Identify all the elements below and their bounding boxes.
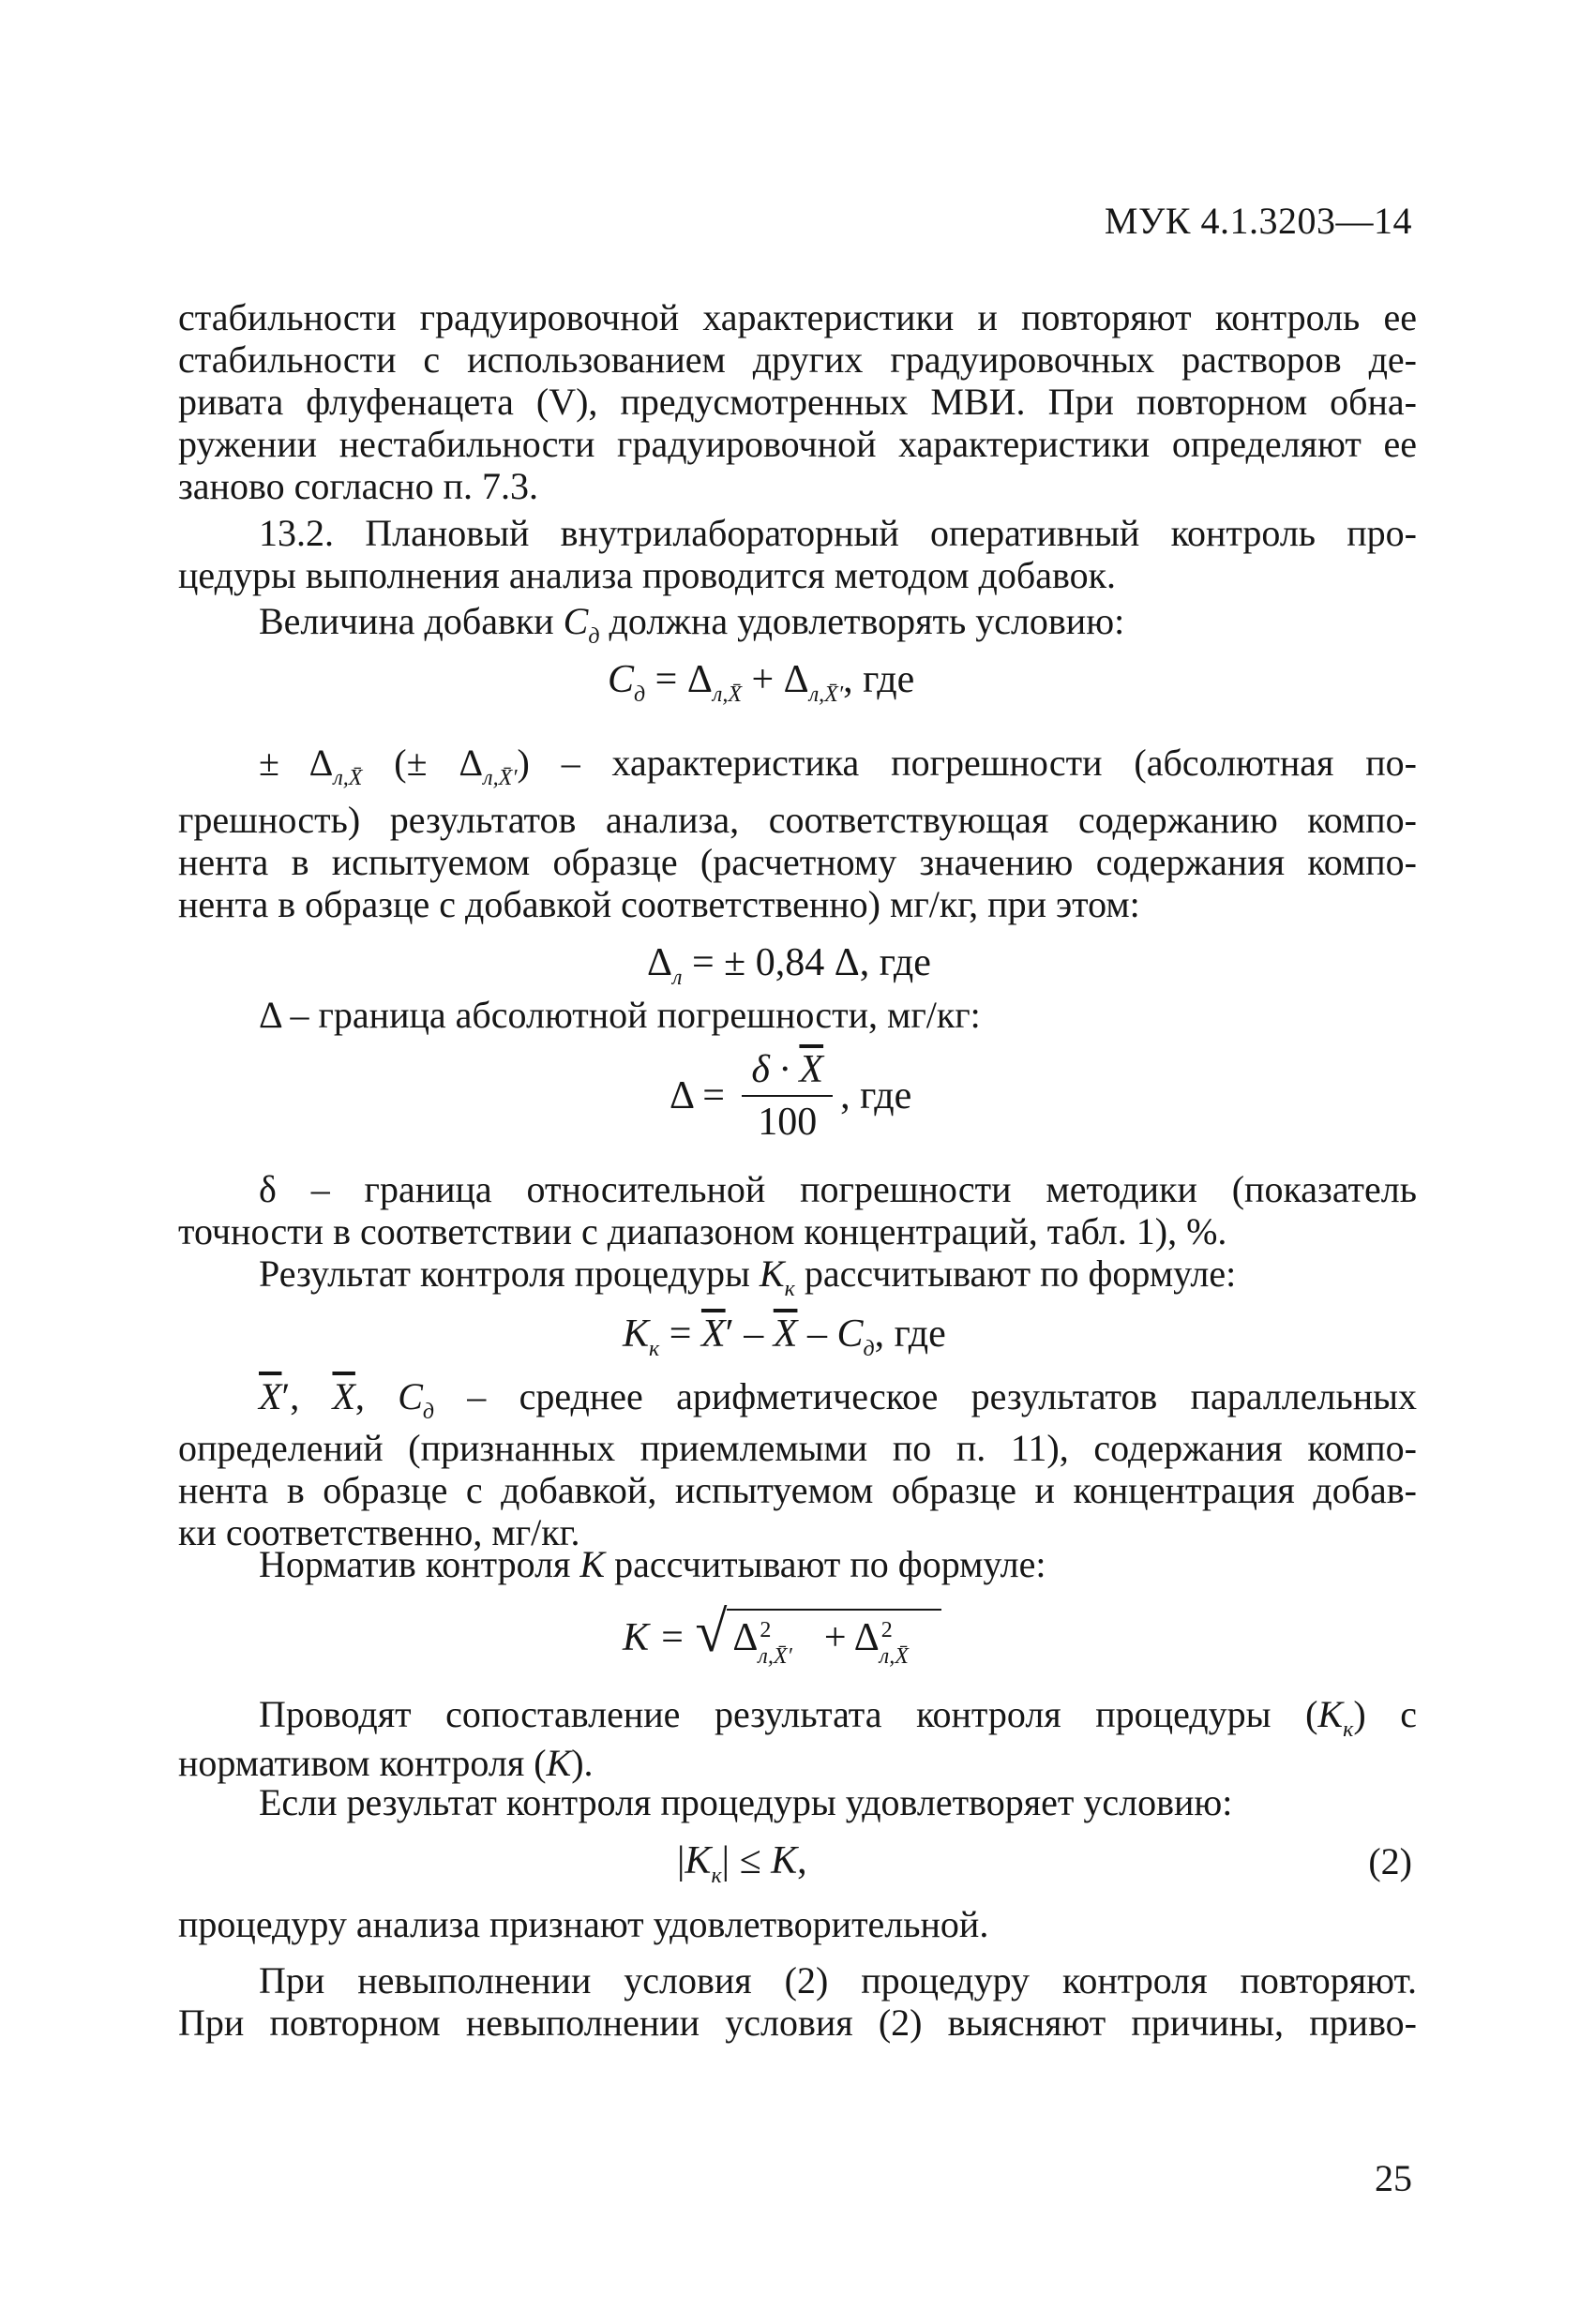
paragraph-control-result xyxy=(178,1252,1417,1301)
text-line: $\overline{X}'$, $\overline{X}$, $C_д$ – среднее арифметическое результатов параллельных xyxy=(259,1375,1418,1424)
formula-control-norm: K = √ Δ 2 л,X̄′ + Δ 2 л,X̄ xyxy=(623,1609,941,1661)
text-line: грешность) результатов анализа, соответствующая содержанию компо- xyxy=(178,799,1417,841)
text-line: При повторном невыполнении условия (2) выясняют причины, приво- xyxy=(178,2002,1417,2044)
text-line: ки соответственно, мг/кг. xyxy=(178,1511,580,1553)
text-line: Δ – граница абсолютной погрешности, мг/кг: xyxy=(259,994,981,1036)
page-number: 25 xyxy=(1375,2157,1412,2199)
text-line: стабильности градуировочной характеристики и повторяют контроль ее xyxy=(178,296,1417,338)
text-line: нента в образце с добавкой соответственно) мг/кг, при этом: xyxy=(178,883,1140,925)
paragraph-comparison xyxy=(178,1693,1417,1784)
document-code-header: МУК 4.1.3203—14 xyxy=(1104,200,1412,242)
text-line: Проводят сопоставление результата контроля процедуры $(K_к)$ с xyxy=(259,1693,1417,1742)
text-line: точности в соответствии с диапазоном концентраций, табл. 1), %. xyxy=(178,1210,1227,1252)
paragraph-control-norm xyxy=(178,1543,1417,1585)
formula-control-result: $K_к = \overline{X}' - \overline{X} - C_д$, где xyxy=(623,1312,946,1361)
formula-delta-fraction: Δ = $\frac{\delta \cdot \overline{X}}{100}$ , где xyxy=(670,1048,912,1144)
text-line: ривата флуфенацета (V), предусмотренных МВИ. При повторном обна- xyxy=(178,381,1417,423)
square-root: √ Δ 2 л,X̄′ + Δ 2 л,X̄ xyxy=(695,1609,940,1661)
text-line: Если результат контроля процедуры удовлетворяет условию: xyxy=(259,1781,1233,1823)
formula-condition: $|K_к| \le K$, xyxy=(677,1839,807,1888)
text-line: Результат контроля процедуры $K_к$ рассчитывают по формуле: xyxy=(259,1252,1237,1301)
text-line: Величина добавки $C_д$ должна удовлетворять условию: xyxy=(259,600,1125,649)
text-line: цедуры выполнения анализа проводится методом добавок. xyxy=(178,554,1117,596)
text-line: ± $\Delta_{л,X̄}$ (± $\Delta_{л,X̄'}$) – характеристика погрешности (абсолютная по- xyxy=(259,742,1418,790)
text-line: δ – граница относительной погрешности методики (показатель xyxy=(259,1168,1417,1210)
equation-number: (2) xyxy=(1368,1840,1412,1882)
text-line: нента в испытуемом образце (расчетному значению содержания компо- xyxy=(178,841,1417,883)
text-line: процедуру анализа признают удовлетворительной. xyxy=(178,1903,989,1945)
text-line: заново согласно п. 7.3. xyxy=(178,465,538,507)
paragraph-delta-definition xyxy=(178,994,1417,1036)
fraction: $\frac{\delta \cdot \overline{X}}{100}$ xyxy=(742,1048,833,1144)
text-line: Норматив контроля K рассчитывают по формуле: xyxy=(259,1543,1046,1585)
paragraph-13-2 xyxy=(178,512,1417,596)
paragraph-addition-condition xyxy=(178,600,1417,649)
text-line: При невыполнении условия (2) процедуру контроля повторяют. xyxy=(259,1959,1417,2002)
text-line: стабильности с использованием других градуировочных растворов де- xyxy=(178,338,1417,381)
formula-addition: $C_д = \Delta_{л,X̄} + \Delta_{л,X̄'}$, где xyxy=(608,658,915,707)
paragraph-satisfactory xyxy=(178,1903,1417,1945)
text-line: 13.2. Плановый внутрилабораторный оперативный контроль про- xyxy=(259,512,1417,554)
formula-delta-l: $\Delta_л$ = ± 0,84 Δ, где xyxy=(647,941,931,990)
paragraph-means-definition xyxy=(178,1372,1417,1553)
paragraph-error-characteristic xyxy=(178,737,1417,925)
text-line: нента в образце с добавкой, испытуемом образце и концентрация добав- xyxy=(178,1469,1417,1511)
paragraph-condition xyxy=(178,1781,1417,1823)
text-line: нормативом контроля (K). xyxy=(178,1742,594,1784)
paragraph-repeat-control xyxy=(178,1959,1417,2044)
paragraph-relative-error xyxy=(178,1168,1417,1252)
text-line: ружении нестабильности градуировочной характеристики определяют ее xyxy=(178,423,1417,465)
text-line: определений (признанных приемлемыми по п. 11), содержания компо- xyxy=(178,1427,1417,1469)
paragraph-stability xyxy=(178,296,1417,507)
